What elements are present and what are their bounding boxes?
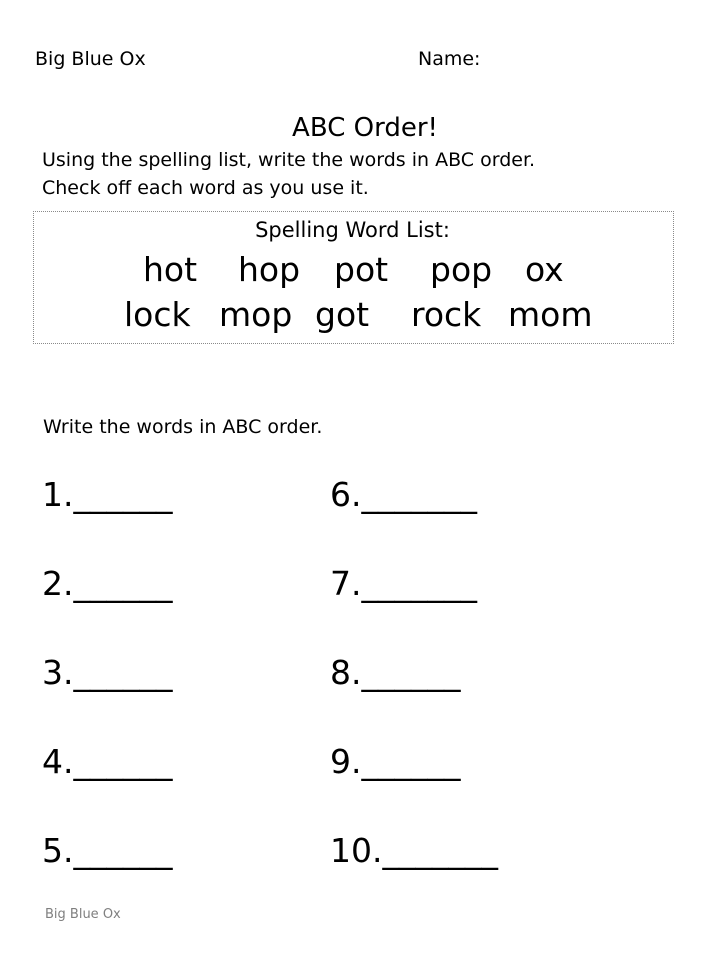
word-pot: pot	[334, 250, 389, 289]
page-title: ABC Order!	[292, 113, 438, 143]
answer-blank-9[interactable]: 9.______	[330, 742, 461, 781]
answer-blank-4[interactable]: 4.______	[42, 742, 173, 781]
answer-blank-5[interactable]: 5.______	[42, 831, 173, 870]
answer-blank-8[interactable]: 8.______	[330, 653, 461, 692]
word-mop: mop	[219, 295, 293, 334]
word-hot: hot	[143, 250, 198, 289]
prompt: Write the words in ABC order.	[43, 416, 323, 438]
answer-blank-6[interactable]: 6._______	[330, 475, 477, 514]
word-pop: pop	[430, 250, 493, 289]
name-label: Name:	[418, 48, 481, 70]
word-rock: rock	[411, 295, 482, 334]
instruction-line-2: Check off each word as you use it.	[42, 177, 369, 199]
answer-blank-1[interactable]: 1.______	[42, 475, 173, 514]
word-lock: lock	[124, 295, 191, 334]
footer-brand: Big Blue Ox	[45, 907, 121, 922]
answer-blank-3[interactable]: 3.______	[42, 653, 173, 692]
answer-blank-7[interactable]: 7._______	[330, 564, 477, 603]
instruction-line-1: Using the spelling list, write the words in ABC order.	[42, 149, 536, 171]
word-hop: hop	[238, 250, 301, 289]
word-got: got	[315, 295, 370, 334]
answer-blank-10[interactable]: 10._______	[330, 831, 498, 870]
brand-label: Big Blue Ox	[35, 48, 146, 70]
word-list-heading: Spelling Word List:	[255, 218, 450, 242]
answer-blank-2[interactable]: 2.______	[42, 564, 173, 603]
word-mom: mom	[508, 295, 593, 334]
word-ox: ox	[525, 250, 564, 289]
